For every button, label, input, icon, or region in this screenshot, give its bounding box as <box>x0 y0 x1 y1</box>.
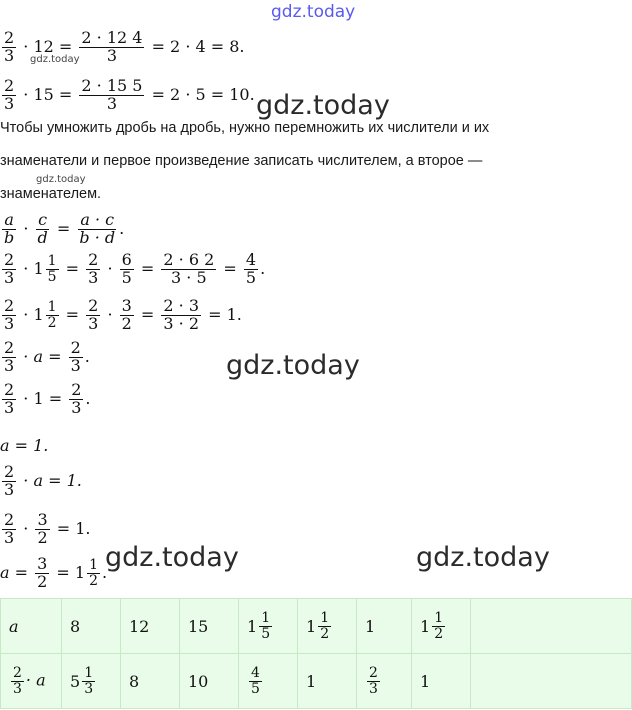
table-cell: 1 <box>357 599 412 654</box>
table-cell: $\frac{4}{5}$ <box>239 654 298 709</box>
table-cell: $\frac{2}{3}$ <box>357 654 412 709</box>
watermark-top: gdz.today <box>271 2 356 22</box>
equation-example-5: $\frac{2}{3}$ · a = $\frac{2}{3}$ . <box>4 338 90 375</box>
watermark-big: gdz.today <box>416 542 550 573</box>
rule-text-line-2: знаменатели и первое произведение записать числителем, а второе — <box>0 153 483 169</box>
table-cell: a <box>1 599 62 654</box>
equation-example-1: $\frac{2}{3}$ · 12 = $\frac{2 \cdot 12 4}{3}$ = 2 · 4 = 8. <box>4 28 245 65</box>
table-cell: 1 <box>412 654 471 709</box>
table-row <box>1 599 632 654</box>
table-cell: 1 $\frac{1}{2}$ <box>412 599 471 654</box>
table-cell: 8 <box>62 599 121 654</box>
equation-example-6: $\frac{2}{3}$ · 1 = $\frac{2}{3}$ . <box>4 380 91 417</box>
rule-text-line-3: знаменателем. <box>0 186 102 202</box>
table-cell: $\frac{2}{3}$ · a <box>1 654 62 709</box>
table-cell-empty <box>471 654 632 709</box>
equation-example-7: a = 1. <box>0 436 49 455</box>
equation-example-8: $\frac{2}{3}$ · a = 1. <box>4 462 82 499</box>
table-cell: 12 <box>121 599 180 654</box>
values-table <box>0 598 632 709</box>
table-cell: 8 <box>121 654 180 709</box>
general-formula: $\frac{a}{b}$ · $\frac{c}{d}$ = $\frac{a \cdot c}{b \cdot d}$ . <box>4 210 125 247</box>
table-cell-empty <box>471 599 632 654</box>
table-cell: 5 $\frac{1}{3}$ <box>62 654 121 709</box>
watermark-small: gdz.today <box>30 54 80 65</box>
equation-example-3: $\frac{2}{3}$ · 1 $\frac{1}{5}$ = $\frac{2}{3}$ · $\frac{6}{5}$ = $\frac{2 \cdot 6 2}{3 \cdot 5}$ = $\frac{4}{5}$ . <box>4 250 266 287</box>
table-cell: 1 $\frac{1}{5}$ <box>239 599 298 654</box>
watermark-small: gdz.today <box>36 174 86 185</box>
table-cell: 15 <box>180 599 239 654</box>
equation-example-9: $\frac{2}{3}$ · $\frac{3}{2}$ = 1. <box>4 510 91 547</box>
watermark-big: gdz.today <box>256 90 390 121</box>
equation-example-4: $\frac{2}{3}$ · 1 $\frac{1}{2}$ = $\frac{2}{3}$ · $\frac{3}{2}$ = $\frac{2 \cdot 3}{3 \cdot 2}$ = 1. <box>4 296 242 333</box>
equation-example-10: a = $\frac{3}{2}$ = 1 $\frac{1}{2}$ . <box>0 554 108 591</box>
watermark-big: gdz.today <box>226 350 360 381</box>
watermark-big: gdz.today <box>105 542 239 573</box>
table-row <box>1 654 632 709</box>
table-cell: 1 $\frac{1}{2}$ <box>298 599 357 654</box>
rule-text-line-1: Чтобы умножить дробь на дробь, нужно перемножить их числители и их <box>0 120 490 136</box>
table-cell: 1 <box>298 654 357 709</box>
table-cell: 10 <box>180 654 239 709</box>
equation-example-2: $\frac{2}{3}$ · 15 = $\frac{2 \cdot 15 5}{3}$ = 2 · 5 = 10. <box>4 76 255 113</box>
